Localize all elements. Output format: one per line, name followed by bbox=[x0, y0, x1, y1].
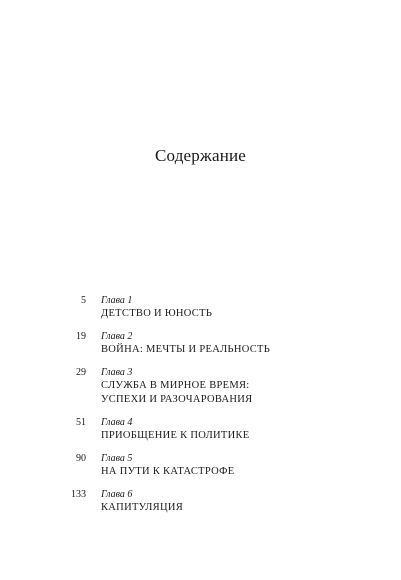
toc-entry[interactable] bbox=[0, 488, 401, 515]
page-number: 29 bbox=[76, 367, 86, 378]
chapter-label: Глава 5 bbox=[101, 453, 133, 464]
chapter-label: Глава 3 bbox=[101, 367, 133, 378]
page-number: 51 bbox=[76, 417, 86, 428]
page-number: 133 bbox=[71, 489, 86, 500]
table-of-contents bbox=[0, 294, 401, 524]
chapter-title: КАПИТУЛЯЦИЯ bbox=[101, 502, 184, 513]
toc-entry[interactable] bbox=[0, 416, 401, 443]
page-title: Содержание bbox=[154, 146, 247, 165]
page-number: 5 bbox=[81, 295, 86, 306]
page-number: 90 bbox=[76, 453, 86, 464]
chapter-title: СЛУЖБА В МИРНОЕ ВРЕМЯ: УСПЕХИ И РАЗОЧАРОВАНИЯ bbox=[101, 380, 253, 405]
chapter-label: Глава 2 bbox=[101, 331, 133, 342]
toc-entry[interactable] bbox=[0, 330, 401, 357]
chapter-label: Глава 6 bbox=[101, 489, 133, 500]
chapter-title: ВОЙНА: МЕЧТЫ И РЕАЛЬНОСТЬ bbox=[101, 344, 271, 355]
chapter-label: Глава 4 bbox=[101, 417, 133, 428]
page-number: 19 bbox=[76, 331, 86, 342]
toc-entry[interactable] bbox=[0, 294, 401, 321]
chapter-title: ДЕТСТВО И ЮНОСТЬ bbox=[101, 308, 213, 319]
toc-entry[interactable] bbox=[0, 366, 401, 407]
chapter-label: Глава 1 bbox=[101, 295, 133, 306]
chapter-title: НА ПУТИ К КАТАСТРОФЕ bbox=[101, 466, 235, 477]
toc-entry[interactable] bbox=[0, 452, 401, 479]
chapter-title: ПРИОБЩЕНИЕ К ПОЛИТИКЕ bbox=[101, 430, 250, 441]
